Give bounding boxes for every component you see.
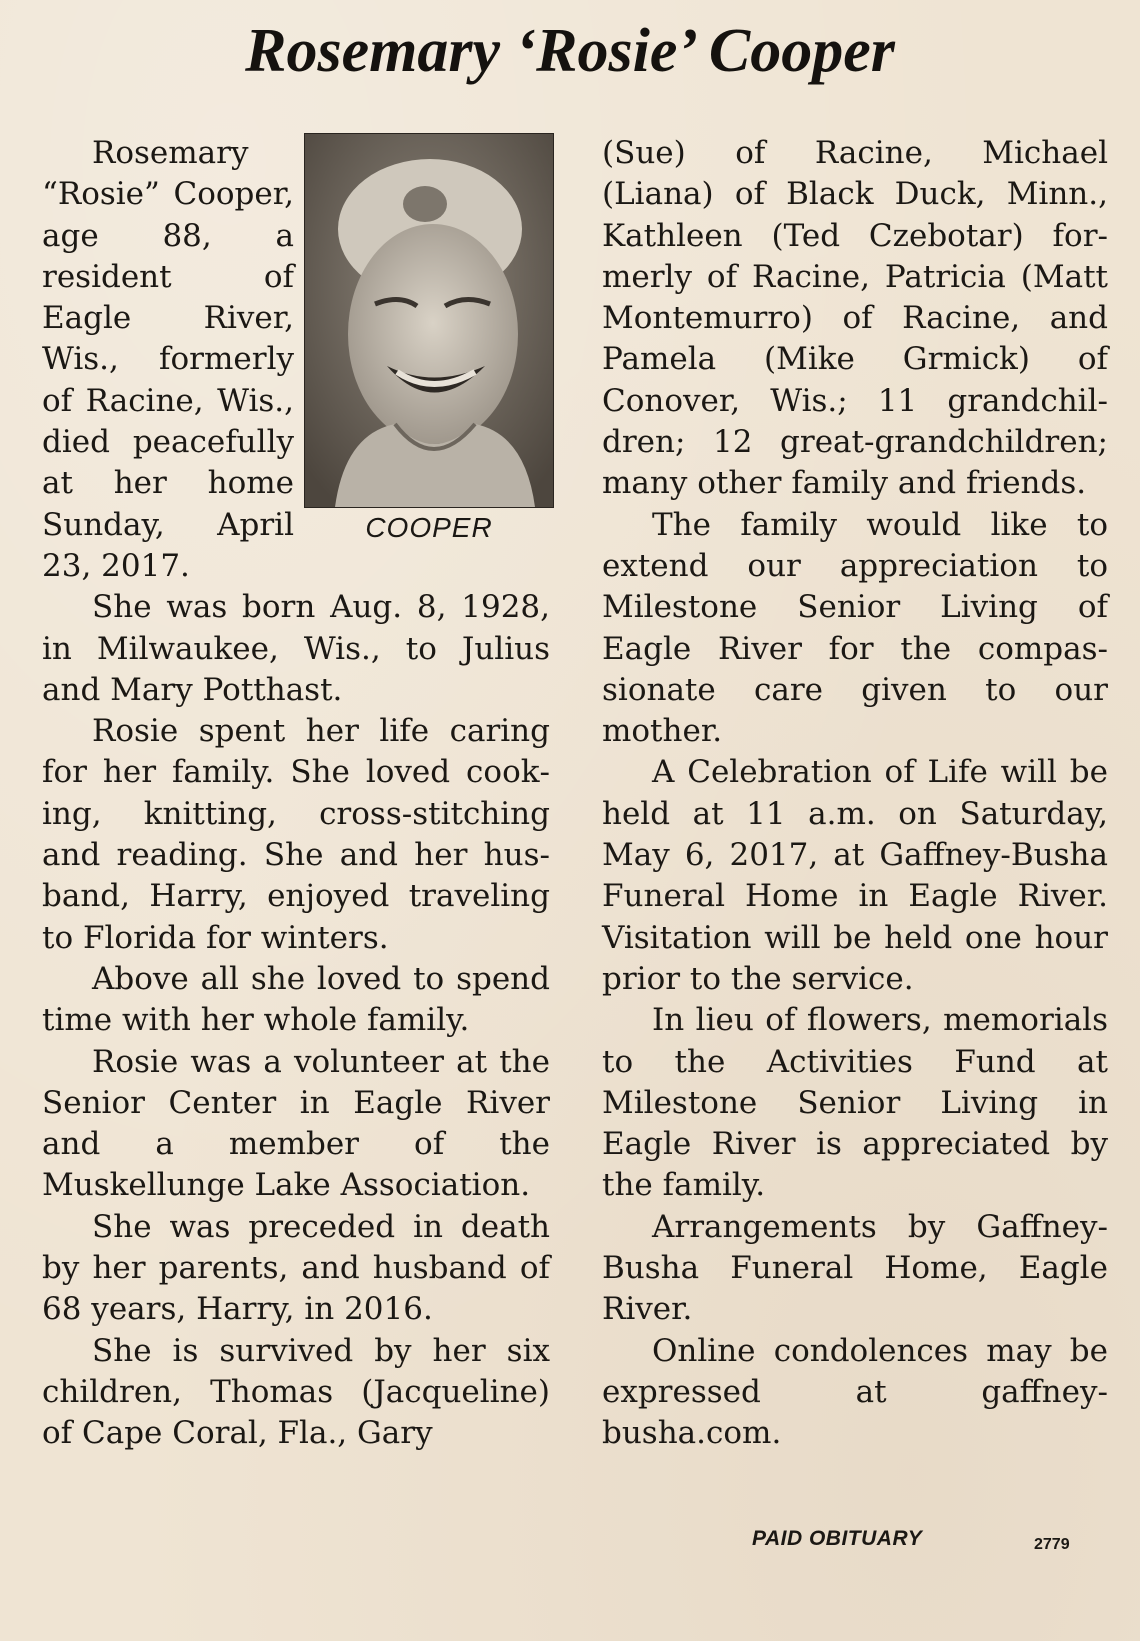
portrait-block (304, 133, 554, 548)
photo-caption: COOPER (365, 512, 493, 543)
left-column (42, 133, 550, 1455)
ad-number: 2779 (1034, 1536, 1070, 1553)
paragraph-intro: Rosemary “Rosie” Cooper, age 88, a resident of Eagle River, Wis., formerly of Racine, Wis., died peacefully at her home Sunday, April 23, 2017. (42, 135, 294, 584)
portrait-image (305, 134, 553, 507)
paragraph-arrangements: Arrangements by Gaffney-Busha Funeral Home, Eagle River. (602, 1208, 1108, 1328)
right-column (602, 133, 1108, 1455)
paragraph-survived: She is survived by her six children, Thomas (Jacqueline) of Cape Coral, Fla., Gary (42, 1332, 550, 1452)
paragraph-family-life: Rosie spent her life caring for her family. She loved cooking, knitting, cross-stitching and reading. She and her husband, Harry, enjoyed traveling to Florida for winters. (42, 713, 550, 956)
paid-obituary-label: PAID OBITUARY (752, 1527, 923, 1550)
paragraph-condolences: Online condolences may be expressed at gaffney-busha.com. (602, 1332, 1108, 1452)
paragraph-appreciation: The family would like to extend our appreciation to Milestone Senior Living of Eagle River for the compassionate care given to our mother. (602, 506, 1108, 750)
paragraph-preceded: She was preceded in death by her parents, and husband of 68 years, Harry, in 2016. (42, 1208, 550, 1328)
paragraph-volunteer: Rosie was a volunteer at the Senior Center in Eagle River and a member of the Muskellunge Lake Association. (42, 1043, 550, 1204)
obituary-title: Rosemary ‘Rosie’ Cooper (245, 17, 895, 85)
paragraph-memorials: In lieu of flowers, memorials to the Activities Fund at Milestone Senior Living in Eagle River is appreciated by the family. (602, 1002, 1108, 1204)
paragraph-celebration: A Celebration of Life will be held at 11 a.m. on Saturday, May 6, 2017, at Gaffney-Busha Funeral Home in Eagle River. Visitation will be held one hour prior to the service. (602, 754, 1108, 997)
paragraph-loved: Above all she loved to spend time with her whole family. (42, 960, 550, 1039)
paragraph-birth: She was born Aug. 8, 1928, in Milwaukee, Wis., to Julius and Mary Potthast. (42, 589, 550, 708)
paragraph-survivors-continued: (Sue) of Racine, Michael (Liana) of Black Duck, Minn., Kathleen (Ted Czebotar) formerly of Racine, Patricia (Matt Montemurro) of Racine, and Pamela (Mike Grmick) of Conover, Wis.; 11 grandchildren; 12 great-grandchildren; many other family and friends. (602, 135, 1108, 502)
portrait-photo (304, 133, 554, 508)
